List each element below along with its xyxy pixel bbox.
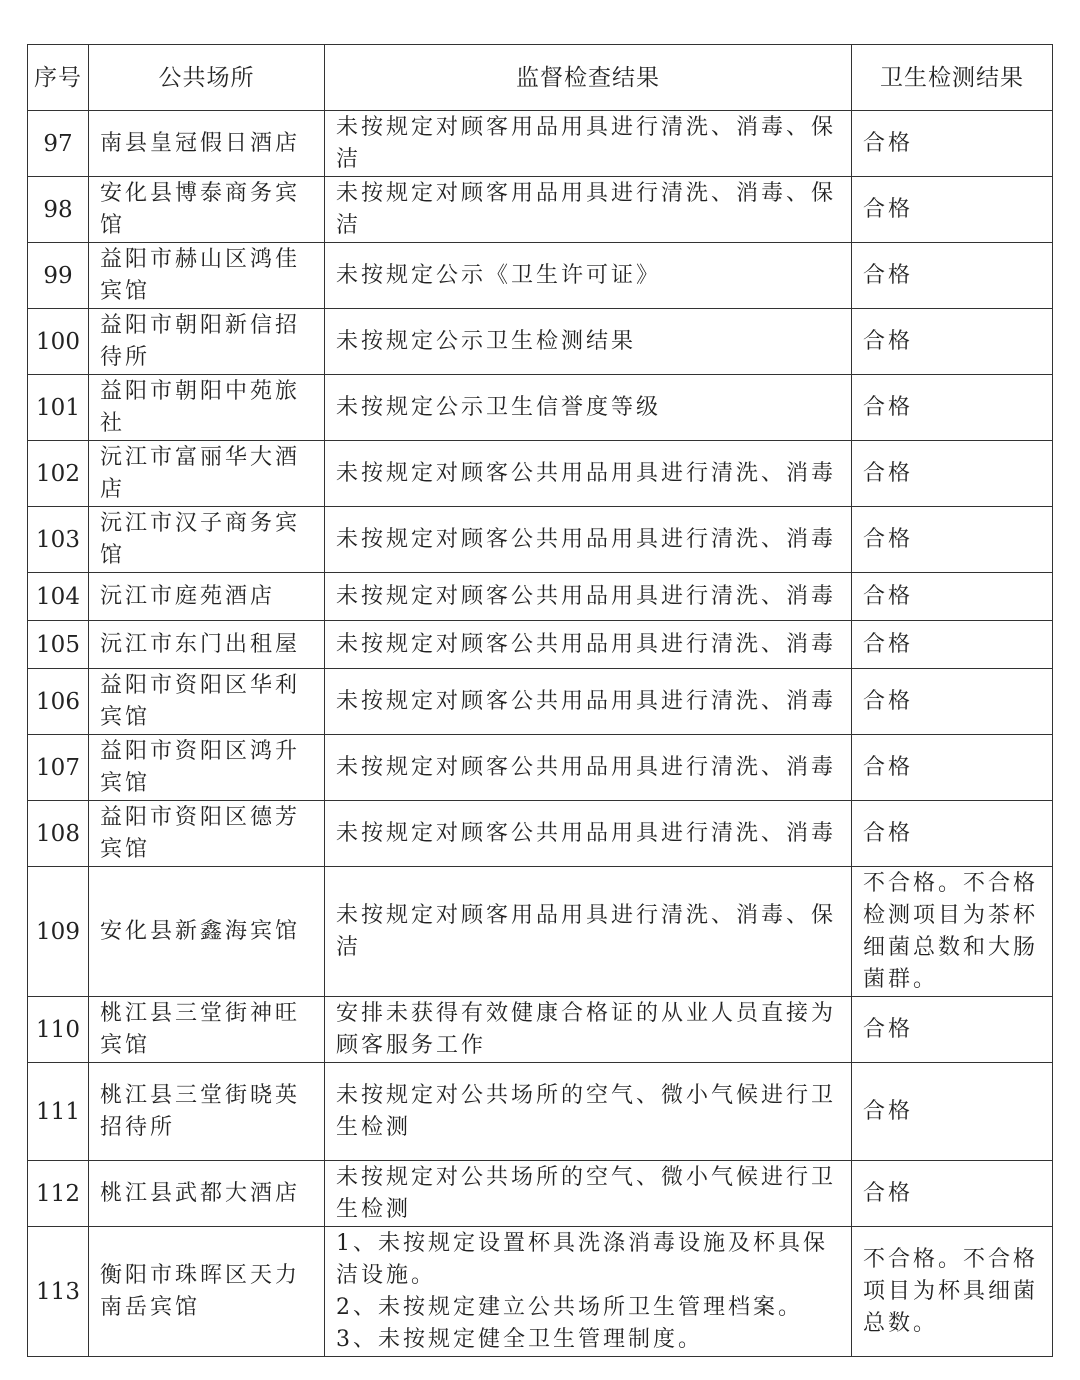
supervision-result [325,867,852,997]
place-name: 南县皇冠假日酒店 [89,111,325,177]
supervision-result [325,375,852,441]
table-row [28,309,1053,375]
row-number: 109 [28,867,89,997]
place-name: 桃江县武都大酒店 [89,1161,325,1227]
place-name: 益阳市朝阳新信招待所 [89,309,325,375]
table-row [28,735,1053,801]
supervision-result [325,507,852,573]
place-name: 安化县博泰商务宾馆 [89,177,325,243]
table-row [28,177,1053,243]
hygiene-result: 合格 [852,441,1053,507]
supervision-result [325,573,852,621]
place-name: 衡阳市珠晖区天力南岳宾馆 [89,1227,325,1357]
hygiene-result: 合格 [852,111,1053,177]
supervision-result [325,997,852,1063]
hygiene-result: 不合格。不合格项目为杯具细菌总数。 [852,1227,1053,1357]
supervision-line: 未按规定对顾客公共用品用具进行清洗、消毒 [336,526,837,552]
supervision-result [325,669,852,735]
hygiene-result: 合格 [852,573,1053,621]
supervision-result [325,801,852,867]
supervision-line: 未按规定对顾客公共用品用具进行清洗、消毒 [336,583,837,609]
row-number: 108 [28,801,89,867]
hygiene-result: 合格 [852,735,1053,801]
table-row [28,1227,1053,1357]
table-row [28,441,1053,507]
place-name: 沅江市富丽华大酒店 [89,441,325,507]
header-row [28,45,1053,111]
inspection-table [27,44,1053,1357]
supervision-line: 未按规定公示卫生信誉度等级 [336,394,662,420]
hygiene-result: 合格 [852,621,1053,669]
row-number: 97 [28,111,89,177]
place-name: 益阳市朝阳中苑旅社 [89,375,325,441]
hygiene-result: 合格 [852,669,1053,735]
place-name: 益阳市资阳区德芳宾馆 [89,801,325,867]
supervision-line: 未按规定对顾客公共用品用具进行清洗、消毒 [336,754,837,780]
supervision-line: 未按规定对顾客公共用品用具进行清洗、消毒 [336,820,837,846]
hygiene-result: 合格 [852,801,1053,867]
table-row [28,573,1053,621]
row-number: 111 [28,1063,89,1161]
supervision-line: 未按规定对公共场所的空气、微小气候进行卫生检测 [336,1164,837,1222]
table-row [28,997,1053,1063]
place-name: 桃江县三堂街神旺宾馆 [89,997,325,1063]
place-name: 沅江市庭苑酒店 [89,573,325,621]
supervision-result [325,111,852,177]
row-number: 102 [28,441,89,507]
hygiene-result: 合格 [852,507,1053,573]
supervision-line: 未按规定对顾客用品用具进行清洗、消毒、保洁 [336,180,837,238]
row-number: 113 [28,1227,89,1357]
supervision-line: 未按规定公示卫生检测结果 [336,328,637,354]
supervision-result [325,1063,852,1161]
supervision-line: 2、未按规定建立公共场所卫生管理档案。 [336,1294,803,1320]
supervision-line: 1、未按规定设置杯具洗涤消毒设施及杯具保洁设施。 [336,1230,828,1288]
table-row [28,669,1053,735]
supervision-result [325,177,852,243]
row-number: 106 [28,669,89,735]
supervision-line: 未按规定公示《卫生许可证》 [336,262,662,288]
hygiene-result: 合格 [852,309,1053,375]
supervision-result [325,243,852,309]
table-body [28,111,1053,1357]
supervision-result [325,621,852,669]
supervision-line: 未按规定对顾客用品用具进行清洗、消毒、保洁 [336,902,837,960]
hygiene-result: 合格 [852,177,1053,243]
hygiene-result: 不合格。不合格检测项目为茶杯细菌总数和大肠菌群。 [852,867,1053,997]
supervision-line: 3、未按规定健全卫生管理制度。 [336,1326,703,1352]
table-row [28,867,1053,997]
row-number: 105 [28,621,89,669]
hygiene-result: 合格 [852,997,1053,1063]
supervision-result [325,1227,852,1357]
place-name: 沅江市东门出租屋 [89,621,325,669]
header-hygiene: 卫生检测结果 [852,45,1053,111]
table-row [28,1161,1053,1227]
supervision-line: 未按规定对顾客公共用品用具进行清洗、消毒 [336,631,837,657]
row-number: 110 [28,997,89,1063]
hygiene-result: 合格 [852,1063,1053,1161]
row-number: 98 [28,177,89,243]
place-name: 安化县新鑫海宾馆 [89,867,325,997]
header-supervision: 监督检查结果 [325,45,852,111]
place-name: 桃江县三堂街晓英招待所 [89,1063,325,1161]
table-row [28,507,1053,573]
table-row [28,621,1053,669]
supervision-line: 未按规定对顾客公共用品用具进行清洗、消毒 [336,460,837,486]
supervision-result [325,441,852,507]
hygiene-result: 合格 [852,1161,1053,1227]
row-number: 104 [28,573,89,621]
header-place: 公共场所 [89,45,325,111]
supervision-result [325,1161,852,1227]
supervision-line: 未按规定对顾客公共用品用具进行清洗、消毒 [336,688,837,714]
hygiene-result: 合格 [852,243,1053,309]
table-row [28,375,1053,441]
table-row [28,801,1053,867]
row-number: 99 [28,243,89,309]
row-number: 100 [28,309,89,375]
table-row [28,243,1053,309]
supervision-result [325,735,852,801]
row-number: 107 [28,735,89,801]
supervision-line: 未按规定对顾客用品用具进行清洗、消毒、保洁 [336,114,837,172]
supervision-line: 安排未获得有效健康合格证的从业人员直接为顾客服务工作 [336,1000,837,1058]
place-name: 益阳市赫山区鸿佳宾馆 [89,243,325,309]
place-name: 益阳市资阳区华利宾馆 [89,669,325,735]
hygiene-result: 合格 [852,375,1053,441]
place-name: 沅江市汉子商务宾馆 [89,507,325,573]
table-row [28,111,1053,177]
row-number: 101 [28,375,89,441]
header-no: 序号 [28,45,89,111]
row-number: 112 [28,1161,89,1227]
table-row [28,1063,1053,1161]
supervision-line: 未按规定对公共场所的空气、微小气候进行卫生检测 [336,1082,837,1140]
place-name: 益阳市资阳区鸿升宾馆 [89,735,325,801]
supervision-result [325,309,852,375]
row-number: 103 [28,507,89,573]
